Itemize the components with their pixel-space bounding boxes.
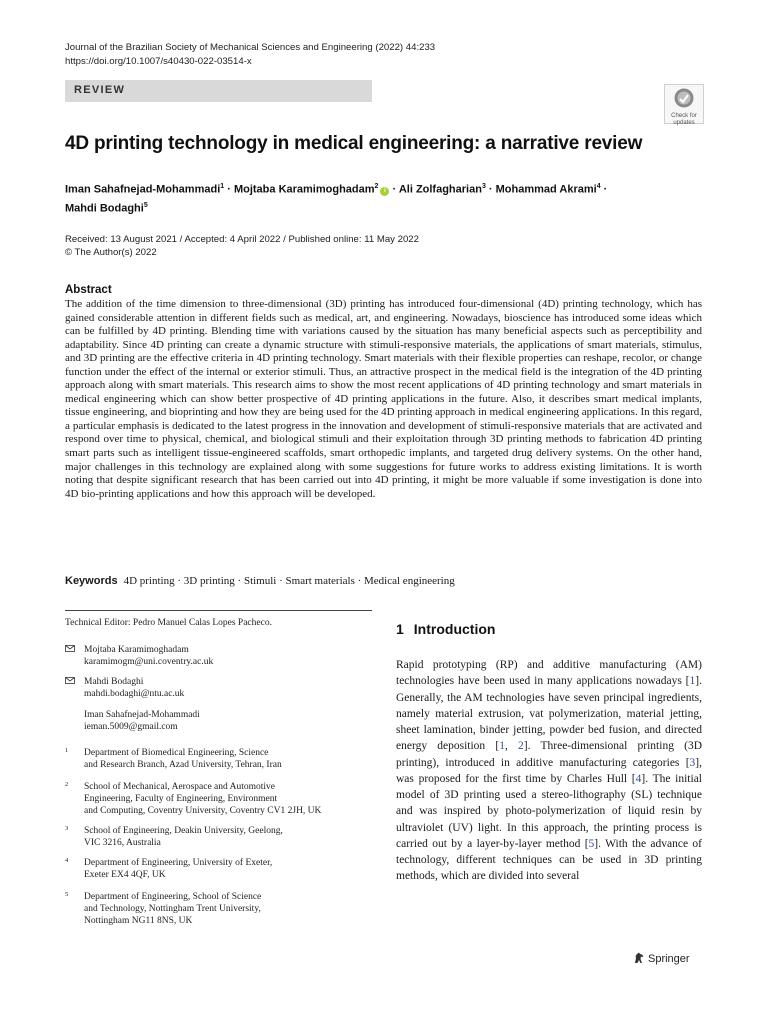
mail-icon	[65, 645, 75, 652]
affiliation-line: Department of Biomedical Engineering, Science	[84, 748, 269, 758]
affiliation-number: 5	[65, 891, 69, 898]
paragraph-text: Rapid prototyping (RP) and additive manufacturing (AM) technologies have been used in many applications nowadays [	[396, 659, 702, 688]
paragraph-text: ]. With the advance of technology, different techniques can be used in 3D printing methods, which are divided into several	[396, 837, 703, 883]
author-separator: ·	[224, 183, 234, 196]
paragraph-text: ]. Generally, the AM technologies have seven principal ingredients, namely material extrusion, vat polymerization, material jetting, sheet lamination, binder jetting, powder bed fusion, and directed energy deposition [	[396, 675, 702, 753]
affiliation-line: and Computing, Coventry University, Coventry CV1 2JH, UK	[84, 806, 322, 816]
check-updates-text: Check for updates	[671, 113, 697, 126]
author-affiliation-marker: 5	[143, 201, 148, 209]
citation-link[interactable]: 3	[689, 756, 696, 769]
article-title: 4D printing technology in medical engineering: a narrative review	[65, 133, 643, 154]
journal-name: Journal of the Brazilian Society of Mechanical Sciences and Engineering (2022) 44:233	[65, 42, 436, 53]
contact-email[interactable]: karamimogm@uni.coventry.ac.uk	[84, 657, 214, 667]
affiliation-line: Department of Engineering, School of Science	[84, 892, 262, 902]
affiliation-line: VIC 3216, Australia	[84, 838, 161, 848]
citation-link[interactable]: 1	[689, 675, 696, 688]
doi-link[interactable]: https://doi.org/10.1007/s40430-022-03514-x	[65, 56, 252, 67]
citation-link[interactable]: 5	[588, 837, 595, 850]
contact-name: Mahdi Bodaghi	[84, 677, 144, 687]
contact-email[interactable]: ieman.5009@gmail.com	[84, 722, 178, 732]
article-type-label: REVIEW	[74, 84, 126, 96]
contact-name: Mojtaba Karamimoghadam	[84, 645, 189, 655]
affiliation-line: and Research Branch, Azad University, Tehran, Iran	[84, 760, 282, 770]
publication-dates: Received: 13 August 2021 / Accepted: 4 April 2022 / Published online: 11 May 2022	[65, 234, 419, 245]
technical-editor: Technical Editor: Pedro Manuel Calas Lopes Pacheco.	[65, 618, 272, 628]
author-affiliation-marker: 1	[220, 183, 225, 190]
author-separator: ·	[485, 183, 496, 196]
affiliation-number: 3	[65, 825, 69, 832]
springer-horse-icon	[632, 951, 646, 965]
contact-email[interactable]: mahdi.bodaghi@ntu.ac.uk	[84, 689, 185, 699]
author-affiliation-marker: 4	[596, 183, 601, 190]
check-for-updates-badge[interactable]	[664, 84, 704, 124]
affiliation-line: Department of Engineering, University of Exeter,	[84, 858, 273, 868]
affiliation-number: 4	[65, 857, 69, 864]
copyright-notice: © The Author(s) 2022	[65, 247, 157, 258]
author-separator: ·	[389, 183, 399, 196]
section-heading-introduction	[396, 621, 495, 637]
contact-name: Iman Sahafnejad-Mohammadi	[84, 710, 200, 720]
abstract-heading: Abstract	[65, 284, 112, 296]
affiliation-number: 1	[65, 747, 69, 754]
affiliation-line: School of Mechanical, Aerospace and Automotive	[84, 782, 276, 792]
keywords-list: 4D printing · 3D printing · Stimuli · Smart materials · Medical engineering	[123, 575, 455, 587]
author-name[interactable]: Mahdi Bodaghi	[65, 202, 144, 215]
citation-link[interactable]: 1	[499, 740, 505, 753]
author-name[interactable]: Mojtaba Karamimoghadam	[233, 183, 375, 196]
author-name[interactable]: Ali Zolfagharian	[398, 183, 482, 196]
article-type-bar	[65, 80, 372, 102]
paragraph-text: ]. The initial model of 3D printing used a stereo-lithography (SL) technique and was inspired by photo-polymerization of liquid resin by ultraviolet (UV) light. In this approach, the printing process is carried out by a layer-by-layer method [	[396, 772, 702, 850]
check-updates-icon	[673, 87, 695, 109]
paragraph-text: ]. Three-dimensional printing (3D printing), introduced in additive manufacturing categories [	[396, 740, 703, 769]
affiliation-line: Exeter EX4 4QF, UK	[84, 870, 166, 880]
author-name[interactable]: Iman Sahafnejad-Mohammadi	[65, 183, 221, 196]
citation-link[interactable]: 2	[518, 740, 524, 753]
citation-link[interactable]: 4	[635, 772, 642, 785]
paragraph-text: ,	[504, 740, 519, 753]
affiliation-line: School of Engineering, Deakin University, Geelong,	[84, 826, 283, 836]
author-affiliation-marker: 3	[481, 183, 486, 190]
abstract-text: The addition of the time dimension to three-dimensional (3D) printing has introduced four-dimensional (4D) printing technology, which has gained considerable attention in different fields such as medical, art, and engineering. Nowadays, bioscience has introduced some ideas which can be fulfilled by 4D printing. Blending time with variations caused by the situation has many beneficial aspects such as perceptibility and adaptability. Since 4D printing can create a dynamic structure with stimuli-responsive materials, the applications of smart materials, stimulus, and 3D printing are the effective criteria in 4D printing technology. Smart materials with their flexible properties can reshape, recolor, or change function under the effect of the internal or exterior stimuli. Thus, an attractive prospect in the medical field is the integration of the 4D printing approach along with smart materials. This research aims to show the most recent applications of 4D printing technology and smart materials in medical engineering which can show better prospective of 4D printing applications in the future. Also, it describes smart medical implants, tissue engineering, and bioprinting and how they are being used for the 4D printing approach in medical engineering applications. In this regard, a particular emphasis is dedicated to the latest progress in the innovation and development of stimuli-responsive materials that are activated and respond over time to physical, chemical, and biological stimuli and their exploitation through 3D printing methods to fabrication 4D printing smart parts such as intelligent tissue-engineered scaffolds, smart orthopedic implants, and targeted drug delivery systems. On the other hand, major challenges in this technology are explained along with some suggestions for future works to address existing limitations. It is worth noting that despite significant research that has been carried out into 4D printing, it might be more valuable if some investigation is done into 4D bio-printing applications and how this approach will be developed.	[65, 298, 702, 500]
mail-icon	[65, 677, 75, 684]
author-separator: ·	[600, 183, 608, 196]
keywords-label: Keywords	[65, 575, 118, 587]
affiliation-number: 2	[65, 781, 69, 788]
author-affiliation-marker: 2	[374, 183, 379, 190]
introduction-text	[396, 657, 702, 885]
orcid-icon[interactable]: i	[380, 187, 389, 196]
affiliation-line: Engineering, Faculty of Engineering, Environment	[84, 794, 278, 804]
author-name[interactable]: Mohammad Akrami	[495, 183, 597, 196]
affiliation-line: and Technology, Nottingham Trent University,	[84, 904, 261, 914]
footnote-divider	[65, 610, 372, 611]
publisher-name: Springer	[648, 953, 690, 965]
affiliation-line: Nottingham NG11 8NS, UK	[84, 916, 193, 926]
section-title: Introduction	[413, 621, 496, 637]
keywords-row	[65, 575, 455, 587]
section-number: 1	[396, 621, 404, 637]
author-list	[65, 179, 685, 216]
paragraph-text: ], was proposed for the first time by Charles Hull [	[396, 756, 702, 785]
publisher-logo	[632, 951, 690, 965]
